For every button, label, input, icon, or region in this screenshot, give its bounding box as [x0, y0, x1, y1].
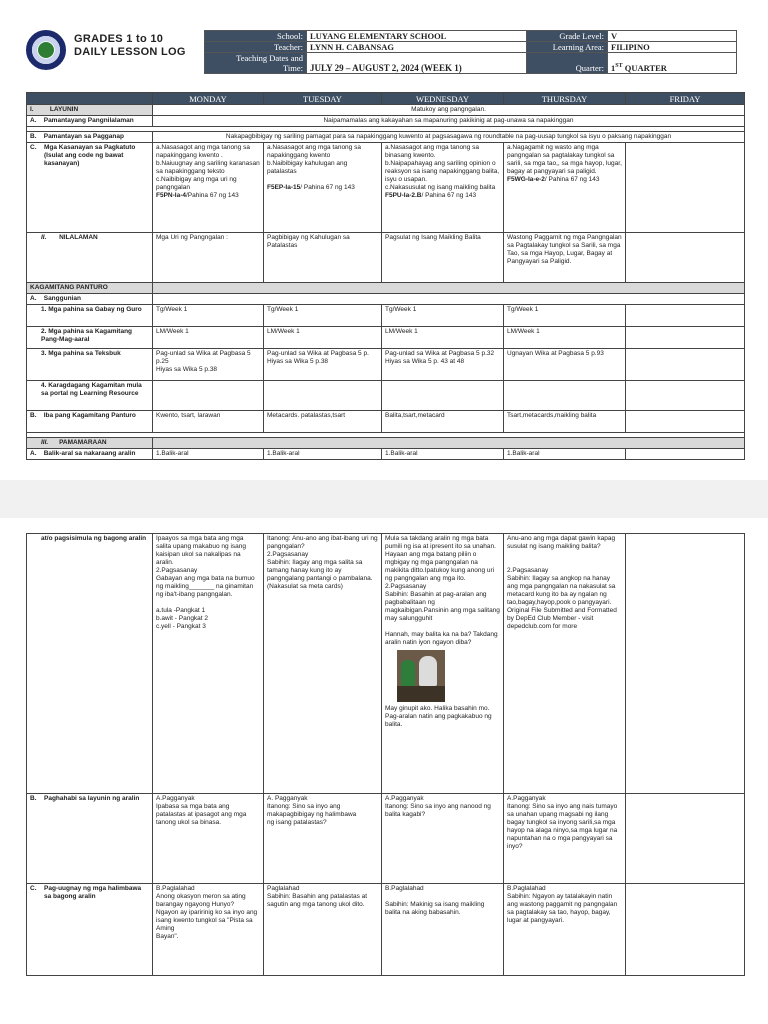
pamantayang-pangnilalaman-row: A. Pamantayang Pangnilalaman Naipamamalas ang kakayahan sa mapanuring pakikinig at pag-unawa sa napakinggan	[27, 116, 745, 127]
grade-level: V	[608, 31, 737, 42]
gabay-guro-row: 1. Mga pahina sa Gabay ng Guro Tg/Week 1 Tg/Week 1 Tg/Week 1 Tg/Week 1	[27, 305, 745, 327]
kasanayan-tuesday: a.Nasasagot ang mga tanong sa napakinggang kwento b.Naibibigay kahulugan ang patalastas F5EP-Ia-15/ Pahina 67 ng 143	[264, 143, 382, 233]
lesson-log-table-continued	[26, 533, 745, 976]
watermark-note: Original File Submitted and Formatted by DepEd Club Member - visit depedclub.com for more	[507, 607, 617, 630]
pagsisimula-monday: Ipaayos sa mga bata ang mga salita upang makabuo ng isang kaisipan ukol sa nakalipas na aralin. 2.Pagsasanay Gabayan ang mga bata na bumuo ng maikling_______ na ginamitan ng iba't-ibang pangngalan. a.tula -Pangkat 1 b.awit - Pangkat 2 c.yell - Pangkat 3	[153, 534, 264, 794]
document-title: GRADES 1 to 10 DAILY LESSON LOG	[74, 33, 186, 58]
kasanayan-row: C. Mga Kasanayan sa Pagkatuto (Isulat ang code ng bawat kasanayan) a.Nasasagot ang mga tanong sa napakinggang kwento . b.Naiuugnay ang sariling karanasan sa napakinggang teksto c.Naibibigay ang mga uri ng pangngalan F5PN-Ia-4/Pahina 67 ng 143 a.Nasasagot ang mga tanong sa napakinggang kwento b.Naibibigay kahulugan ang patalastas F5EP-Ia-15/ Pahina 67 ng 143 a.Nasasagot ang mga tanong sa binasang kwento. b.Naipapahayag ang sariling opinion o reaksyon sa isang napakinggang balita, isyu o usapan. c.Nakasusulat ng isang maikling balita F5PU-Ia-2.B/ Pahina 67 ng 143 a.Nagagamit ng wasto ang mga pangngalan sa pagtalakay tungkol sa sarili, sa mga tao,, sa mga hayop, lugar, bagay at pangyayari sa paligid. F5WG-Ia-e-2/ Pahina 67 ng 143	[27, 143, 745, 233]
kasanayan-friday	[626, 143, 745, 233]
day-friday: FRIDAY	[626, 93, 745, 105]
day-monday: MONDAY	[153, 93, 264, 105]
day-thursday: THURSDAY	[504, 93, 626, 105]
deped-seal-icon	[26, 30, 66, 70]
layunin-row: I. LAYUNIN Matukoy ang pangngalan.	[27, 105, 745, 116]
iba-pang-kagamitan-row: B. Iba pang Kagamitang Panturo Kwento, tsart, larawan Metacards. patalastas,tsart Balita,tsart,metacard Tsart,metacards,maikling balita	[27, 411, 745, 433]
pagsisimula-tuesday: Itanong: Anu-ano ang ibat-ibang uri ng pangngalan? 2.Pagsasanay Sabihin: Ilagay ang mga salita sa tamang hanay kung ito ay pangngalang pantangi o pambalana.(Nakasulat sa meta cards)	[264, 534, 382, 794]
day-tuesday: TUESDAY	[264, 93, 382, 105]
sanggunian-row: A. Sanggunian	[27, 294, 745, 305]
nilalaman-row: II. NILALAMAN Mga Uri ng Pangngalan : Pagbibigay ng Kahulugan sa Patalastas Pagsulat ng Isang Maikling Balita Wastong Paggamit ng mga Pangngalan sa Pagtalakay tungkol sa Sarili, sa mga Tao, sa mga Hayop, Lugar, Bagay at Pangyayari sa Paligid.	[27, 233, 745, 283]
balik-aral-row: A. Balik-aral sa nakaraang aralin 1.Balik-aral 1.Balik-aral 1.Balik-aral 1.Balik-aral	[27, 449, 745, 460]
paghahabi-row: B. Paghahabi sa layunin ng aralin A.Pagganyak Ipabasa sa mga bata ang patalastas at ipasagot ang mga tanong ukol sa binasa. A. Pagganyak Itanong: Sino sa inyo ang makapagbibigay ng halimbawa ng isang patalastas? A.Pagganyak Itanong: Sino sa inyo ang nanood ng balita kagabi? A.Pagganyak Itanong: Sino sa inyo ang nais tumayo sa unahan upang magsabi ng ilang bagay tungkol sa inyong sarili,sa mga hayop na alaga ninyo,sa mga lugar na napuntahan na o mga pangyayari sa inyo?	[27, 794, 745, 884]
teacher-name: LYNN H. CABANSAG	[307, 42, 527, 53]
quarter: 1ST QUARTER	[608, 53, 737, 74]
pagsisimula-thursday: Anu-ano ang mga dapat gawin kapag susulat ng isang maikling balita? 2.Pagsasanay Sabihin: Ilagay sa angkop na hanay ang mga pangngalan na nakasulat sa metacard kung ito ba ay ngalan ng tao,bagay,hayop,pook o pangyayari. Original File Submitted and Formatted by DepEd Club Member - visit depedclub.com for more	[504, 534, 626, 794]
karagdagang-kagamitan-row: 4. Karagdagang Kagamitan mula sa portal ng Learning Resource	[27, 381, 745, 411]
pag-uugnay-row: C. Pag-uugnay ng mga halimbawa sa bagong aralin B.Paglalahad Anong okasyon meron sa ating barangay ngayong Hunyo? Ngayon ay iparirinig ko sa inyo ang isang kwento tungkol sa "Pista sa Aming Bayan". Paglalahad Sabihin: Basahin ang patalastas at sagutin ang mga tanong ukol dito. B.Paglalahad Sabihin: Makinig sa isang maikling balita na aking babasahin. B.Paglalahad Sabihin: Ngayon ay tatalakayin natin ang wastong paggamit ng pangngalan sa pagtalakay sa tao, hayop, bagay, lugar at pangyayari.	[27, 884, 745, 976]
day-header-row	[27, 93, 745, 105]
day-wednesday: WEDNESDAY	[382, 93, 504, 105]
pamantayan-sa-pagganap-row: B. Pamantayan sa Pagganap Nakapagbibigay ng sariling pamagat para sa napakinggang kuwento at pagsasagawa ng roundtable na pag-uusap tungkol sa isyu o paksang napakinggan	[27, 132, 745, 143]
kasanayan-thursday: a.Nagagamit ng wasto ang mga pangngalan sa pagtalakay tungkol sa sarili, sa mga tao,, sa mga hayop, lugar, bagay at pangyayari sa paligid. F5WG-Ia-e-2/ Pahina 67 ng 143	[504, 143, 626, 233]
classroom-photo	[397, 650, 445, 702]
page-one	[0, 0, 768, 480]
pagsisimula-wednesday: Mula sa takdang aralin ng mga bata pumili ng isa at ipresent ito sa unahan. Hayaan ang mga batang piliin o mgbigay ng mga pangngalan na makikita ditto.Ipatukoy kung anong uri ng pangngalan ang mga ito. 2.Pagsasanay Sabihin: Basahin at pag-aralan ang pagbabalitaan ng magkaibigan.Pansinin ang mga salitang may salungguhit Hannah, may balita ka na ba? Takdang aralin natin iyon ngayon diba? May ginupit ako. Halika basahin mo. Pag-aralan natin ang pagkakabuo ng balita.	[382, 534, 504, 794]
pamamaraan-row: III. PAMAMARAAN	[27, 438, 745, 449]
teaching-dates: JULY 29 – AUGUST 2, 2024 (WEEK 1)	[307, 53, 527, 74]
kasanayan-wednesday: a.Nasasagot ang mga tanong sa binasang kwento. b.Naipapahayag ang sariling opinion o reaksyon sa isang napakinggang balita, isyu o usapan. c.Nakasusulat ng isang maikling balita F5PU-Ia-2.B/ Pahina 67 ng 143	[382, 143, 504, 233]
teksbuk-row: 3. Mga pahina sa Teksbuk Pag-unlad sa Wika at Pagbasa 5 p.25 Hiyas sa Wika 5 p.38 Pag-unlad sa Wika at Pagbasa 5 p. Hiyas sa Wika 5 p.38 Pag-unlad sa Wika at Pagbasa 5 p.32 Hiyas sa Wika 5 p. 43 at 48 Ugnayan Wika at Pagbasa 5 p.93	[27, 349, 745, 381]
kagamitan-row: KAGAMITANG PANTURO	[27, 283, 745, 294]
page-gap	[0, 480, 768, 518]
kagamitang-mag-aaral-row: 2. Mga pahina sa Kagamitang Pang-Mag-aaral LM/Week 1 LM/Week 1 LM/Week 1 LM/Week 1	[27, 327, 745, 349]
pagsisimula-row: at/o pagsisimula ng bagong aralin Ipaayos sa mga bata ang mga salita upang makabuo ng isang kaisipan ukol sa nakalipas na aralin. 2.Pagsasanay Gabayan ang mga bata na bumuo ng maikling_______ na ginamitan ng iba't-ibang pangngalan. a.tula -Pangkat 1 b.awit - Pangkat 2 c.yell - Pangkat 3 Itanong: Anu-ano ang ibat-ibang uri ng pangngalan? 2.Pagsasanay Sabihin: Ilagay ang mga salita sa tamang hanay kung ito ay pangngalang pantangi o pambalana.(Nakasulat sa meta cards) Mula sa takdang aralin ng mga bata pumili ng isa at ipresent ito sa unahan. Hayaan ang mga batang piliin o mgbigay ng mga pangngalan na makikita ditto.Ipatukoy kung anong uri ng pangngalan ang mga ito. 2.Pagsasanay Sabihin: Basahin at pag-aralan ang pagbabalitaan ng magkaibigan.Pansinin ang mga salitang may salungguhit Hannah, may balita ka na ba? Takdang aralin natin iyon ngayon diba? May ginupit ako. Halika basahin mo. Pag-aralan natin ang pagkakabuo ng balita. Anu-ano ang mga dapat gawin kapag susulat ng isang maikling balita? 2.Pagsasanay Sabihin: Ilagay sa angkop na hanay ang mga pangngalan na nakasulat sa metacard kung ito ba ay ngalan ng tao,bagay,hayop,pook o pangyayari. Original File Submitted and Formatted by DepEd Club Member - visit depedclub.com for more	[27, 534, 745, 794]
school-name: LUYANG ELEMENTARY SCHOOL	[307, 31, 527, 42]
header-info-table: School: LUYANG ELEMENTARY SCHOOL Grade Level: V Teacher: LYNN H. CABANSAG Learning Area: FILIPINO Teaching Dates and Time: JULY 29 – AUGUST 2, 2024 (WEEK 1) Quarter: 1ST QUARTER	[204, 30, 737, 74]
kasanayan-monday: a.Nasasagot ang mga tanong sa napakinggang kwento . b.Naiuugnay ang sariling karanasan sa napakinggang teksto c.Naibibigay ang mga uri ng pangngalan F5PN-Ia-4/Pahina 67 ng 143	[153, 143, 264, 233]
lesson-log-table	[26, 92, 745, 460]
page-two	[0, 518, 768, 1024]
learning-area: FILIPINO	[608, 42, 737, 53]
